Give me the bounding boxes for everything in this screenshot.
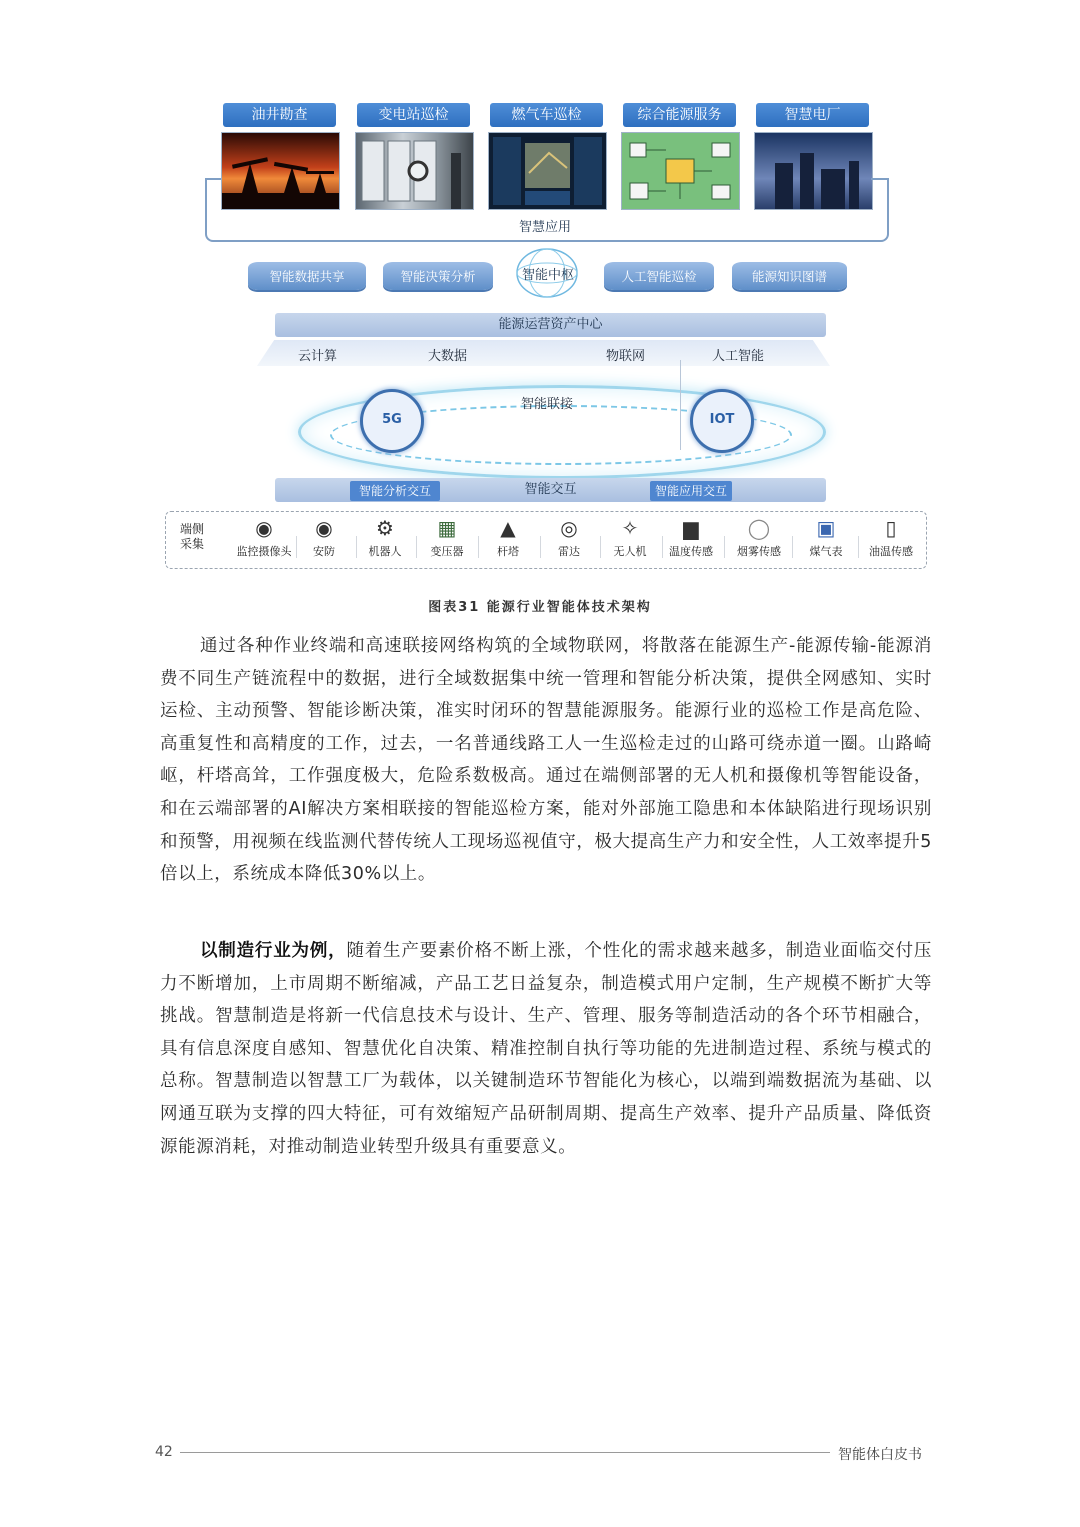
app-label-gas-vehicle: 燃气车巡检 (490, 103, 603, 127)
hub-module-decision: 智能决策分析 (383, 262, 493, 290)
tech-iot: 物联网 (606, 349, 646, 364)
app-label-energy-service: 综合能源服务 (623, 103, 736, 127)
device-tower: ▲ 杆塔 (473, 515, 543, 559)
paragraph-2-body: 随着生产要素价格不断上涨，个性化的需求越来越多，制造业面临交付压力不断增加，上市周期不断缩减，产品工艺日益复杂，制造模式用户定制，生产规模不断扩大等挑战。智慧制造是将新一代信息技术与设计、生产、管理、服务等制造活动的各个环节相融合，具有信息深度自感知、智慧优化自决策、精准控制自执行等功能的先进制造过程、系统与模式的总称。智慧制造以智慧工厂为载体，以关键制造环节智能化为核心，以端到端数据流为基础、以网通互联为支撑的四大特征，可有效缩短产品研制周期、提高生产效率、提升产品质量、降低资源能源消耗，对推动制造业转型升级具有重要意义。 (160, 941, 932, 1157)
device-oil-temp: ▯ 油温传感 (856, 515, 926, 559)
camera-dome-icon: ◉ (255, 516, 273, 540)
oil-sensor-icon: ▯ (885, 516, 897, 540)
badge-iot (690, 389, 754, 453)
drone-icon: ✧ (621, 516, 639, 540)
tower-icon: ▲ (500, 516, 516, 540)
device-monitor-camera: ◉ 监控摄像头 (229, 515, 299, 559)
book-title: 智能体白皮书 (838, 1447, 922, 1463)
device-temperature: ▆ 温度传感 (656, 515, 726, 559)
gas-meter-icon: ▣ (816, 516, 836, 540)
radar-icon: ◎ (560, 516, 578, 540)
connect-label: 智能联接 (520, 397, 573, 412)
device-smoke: ◯ 烟雾传感 (724, 515, 794, 559)
app-layer-label: 智慧应用 (518, 220, 571, 235)
interaction-band: 智能交互 (275, 478, 826, 502)
edge-label: 端侧 采集 (180, 522, 205, 551)
tech-ai: 人工智能 (712, 349, 765, 364)
5g-text: 5G (382, 412, 402, 427)
hub-module-inspection: 人工智能巡检 (604, 262, 714, 290)
device-radar: ◎ 雷达 (534, 515, 604, 559)
robot-icon: ⚙ (376, 516, 394, 540)
device-robot: ⚙ 机器人 (350, 515, 420, 559)
transformer-icon: ▦ (437, 516, 457, 540)
thermometer-icon: ▆ (683, 516, 699, 540)
device-drone: ✧ 无人机 (595, 515, 665, 559)
tech-bigdata: 大数据 (428, 349, 468, 364)
page-number: 42 (155, 1444, 173, 1460)
tag-analysis-interaction: 智能分析交互 (350, 481, 440, 501)
device-transformer: ▦ 变压器 (412, 515, 482, 559)
app-label-power-plant: 智慧电厂 (756, 103, 869, 127)
hub-label: 智能中枢 (521, 268, 574, 283)
paragraph-1: 通过各种作业终端和高速联接网络构筑的全域物联网，将散落在能源生产-能源传输-能源消费不同生产链流程中的数据，进行全域数据集中统一管理和智能分析决策，提供全网感知、实时运检、主动预警、智能诊断决策，准实时闭环的智慧能源服务。能源行业的巡检工作是高危险、高重复性和高精度的工作，过去，一名普通线路工人一生巡检走过的山路可绕赤道一圈。山路崎岖，杆塔高耸，工作强度极大，危险系数极高。通过在端侧部署的无人机和摄像机等智能设备，和在云端部署的AI解决方案相联接的智能巡检方案，能对外部施工隐患和本体缺陷进行现场识别和预警，用视频在线监测代替传统人工现场巡视值守，极大提高生产力和安全性，人工效率提升5倍以上，系统成本降低30%以上。 (160, 636, 932, 885)
tag-app-interaction: 智能应用交互 (650, 481, 732, 501)
security-camera-icon: ◉ (315, 516, 333, 540)
frame-top-left (205, 178, 221, 180)
badge-5g (360, 389, 424, 453)
device-security: ◉ 安防 (289, 515, 359, 559)
device-gas-meter: ▣ 煤气表 (791, 515, 861, 559)
hub-module-knowledge-graph: 能源知识图谱 (732, 262, 847, 290)
figure-caption: 图表31 能源行业智能体技术架构 (428, 600, 652, 615)
app-label-oil-well: 油井勘查 (223, 103, 336, 127)
hub-module-data-share: 智能数据共享 (248, 262, 366, 290)
paragraph-2 (160, 935, 932, 1163)
paragraph-2-lead: 以制造行业为例， (200, 941, 347, 961)
footer-divider (180, 1452, 830, 1453)
tech-cloud: 云计算 (298, 349, 338, 364)
iot-text: IOT (709, 412, 735, 427)
app-label-substation: 变电站巡检 (357, 103, 470, 127)
frame-top-right (871, 178, 887, 180)
asset-center-band: 能源运营资产中心 (275, 313, 826, 337)
smoke-detector-icon: ◯ (747, 516, 771, 540)
